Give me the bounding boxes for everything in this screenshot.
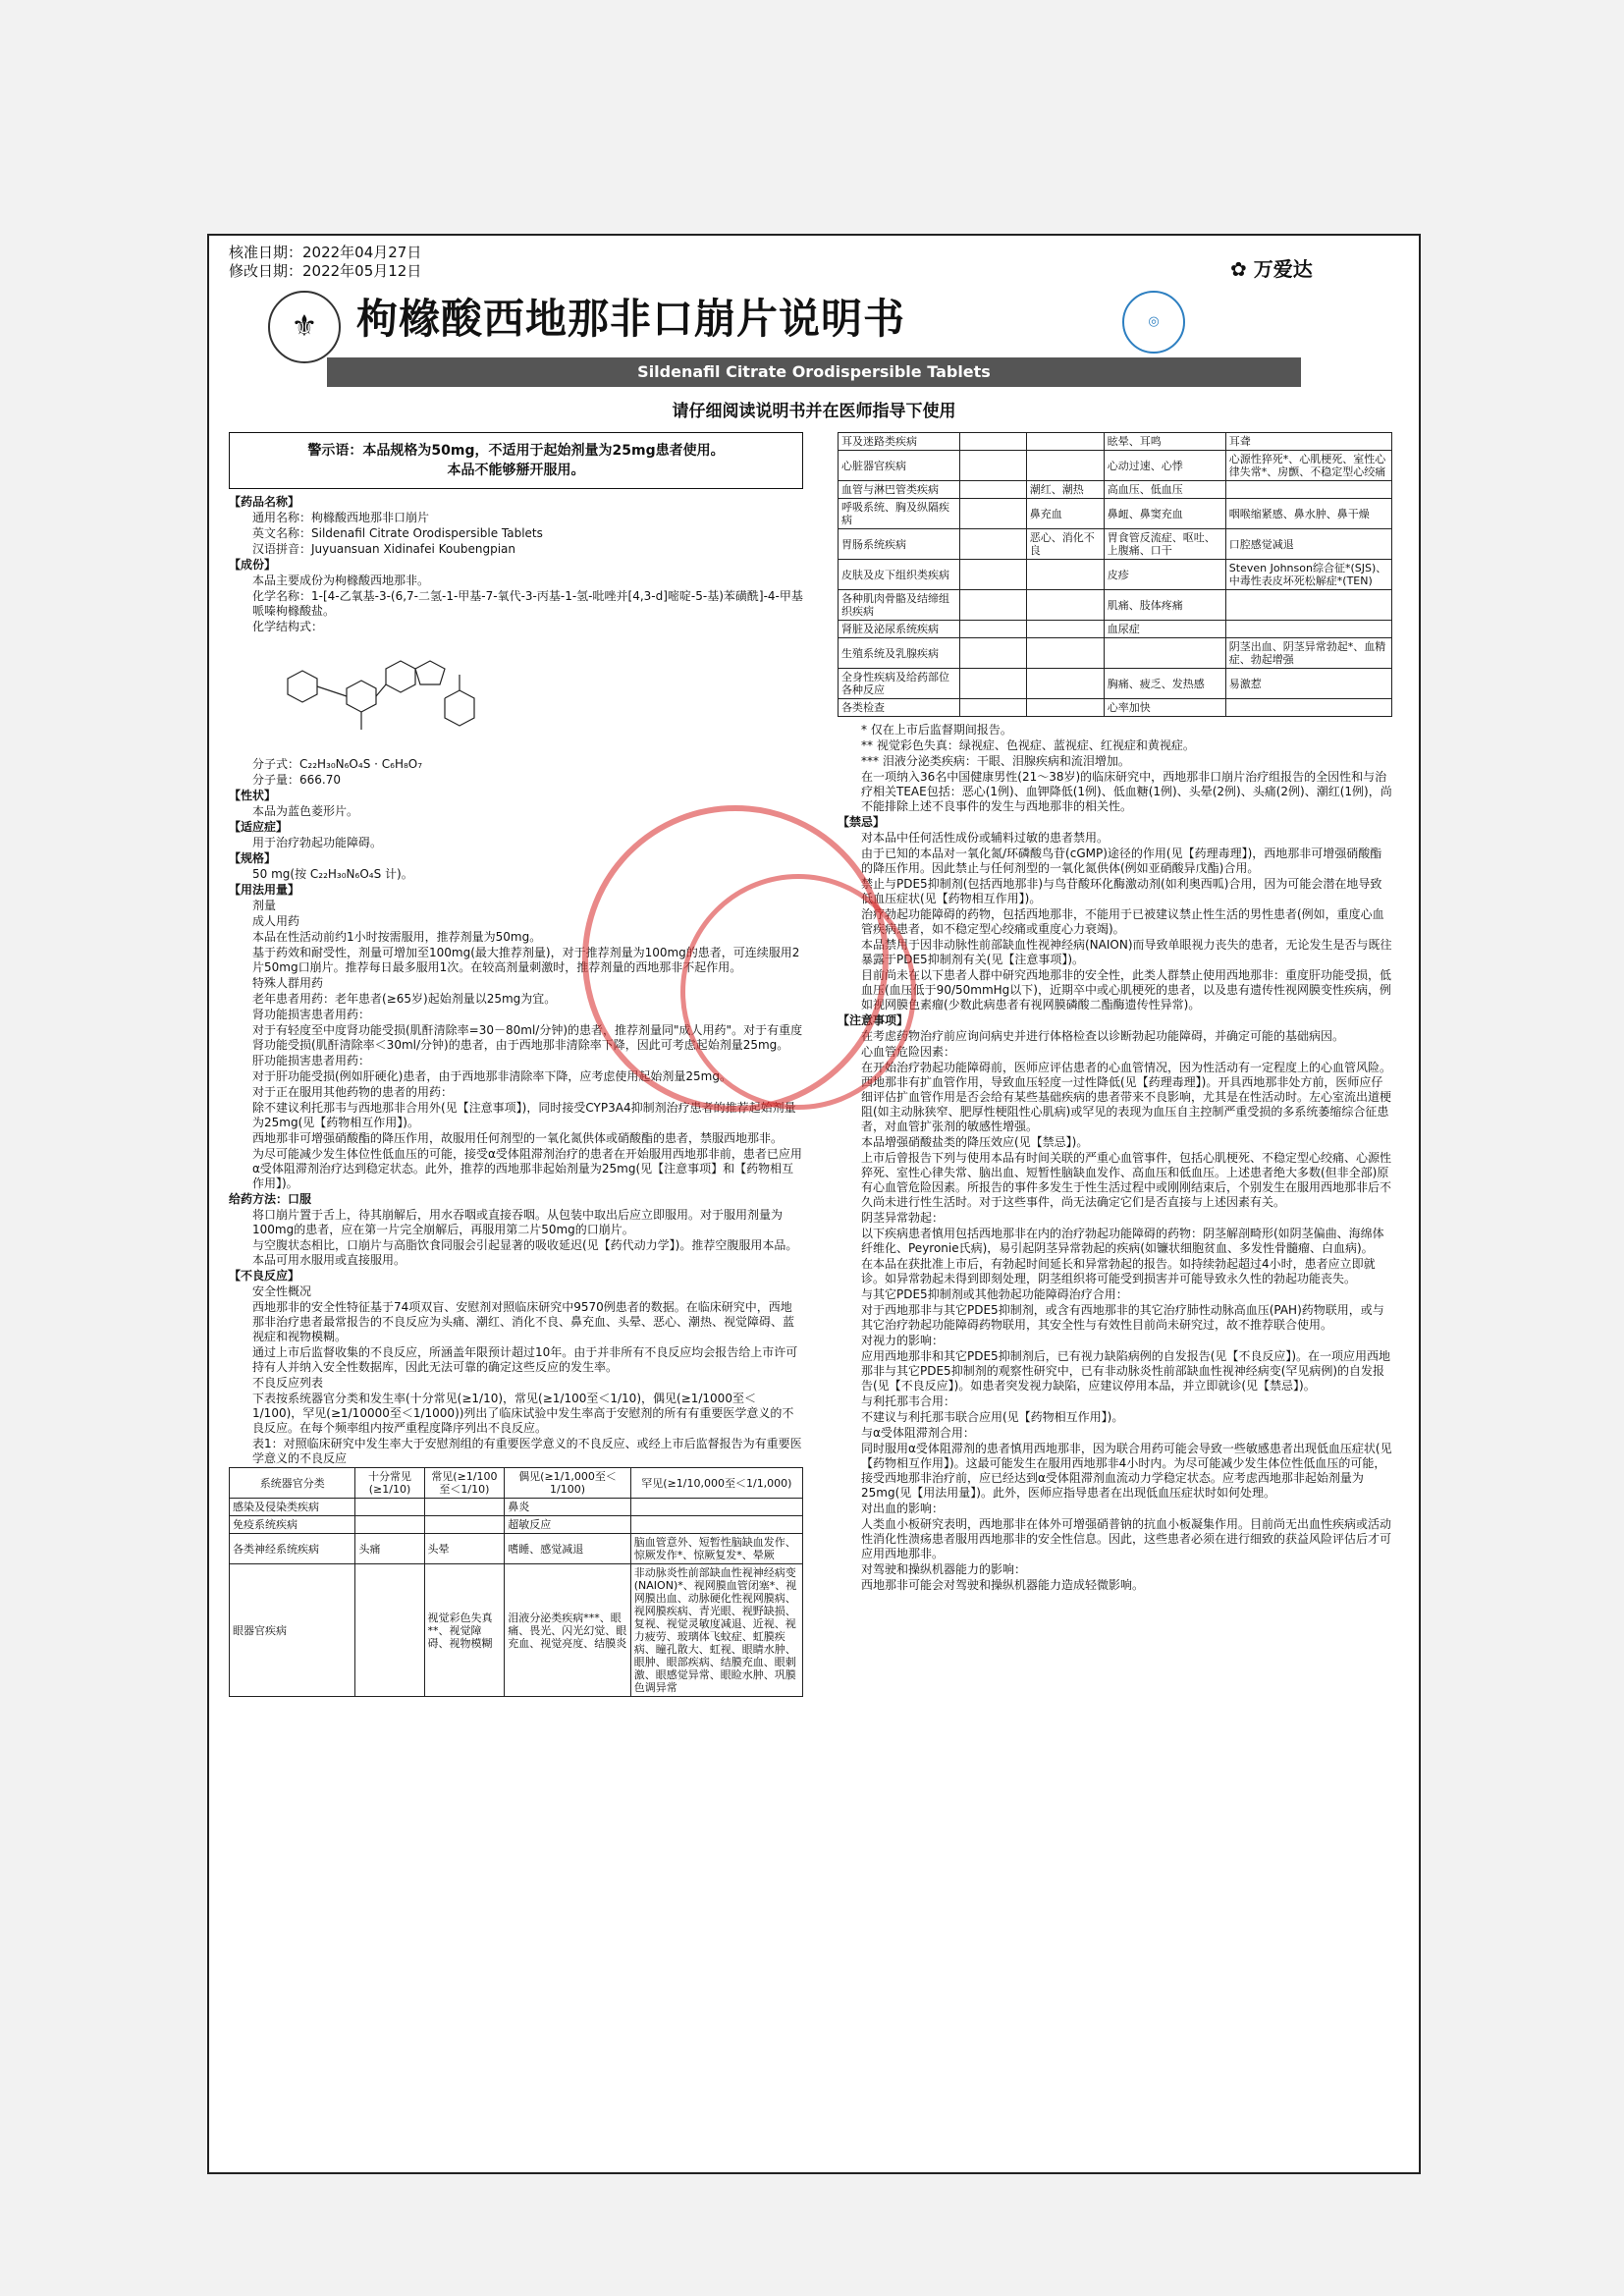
table-cell: 易激惹 [1225, 669, 1391, 699]
text-paragraph: 分子式：C₂₂H₃₀N₆O₄S · C₆H₈O₇ [252, 757, 423, 771]
table-cell [960, 669, 1027, 699]
table-cell [1225, 590, 1391, 621]
table-cell: 心动过速、心悸 [1104, 451, 1225, 481]
table-cell: 眼器官疾病 [230, 1564, 355, 1697]
text-paragraph: 汉语拼音：Juyuansuan Xidinafei Koubengpian [252, 542, 516, 556]
document-title: 枸橼酸西地那非口崩片说明书 [356, 295, 906, 343]
text-paragraph: 不建议与利托那韦联合应用(见【药物相互作用】)。 [861, 1410, 1124, 1424]
text-paragraph: 为尽可能减少发生体位性低血压的可能，接受α受体阻滞剂治疗的患者在开始服用西地那非前，患者已应用α受体阻滞剂治疗达到稳定状态。此外，推荐的西地那非起始剂量为25mg(见【注意事项】和【药物相互作用】)。 [252, 1147, 802, 1190]
brand-name: 万爱达 [1253, 257, 1313, 281]
usage-instruction: 请仔细阅读说明书并在医师指导下使用 [672, 402, 956, 421]
table-header-cell: 常见(≥1/100至＜1/10) [424, 1468, 505, 1499]
table-cell: 泪液分泌类疾病***、眼痛、畏光、闪光幻觉、眼充血、视觉亮度、结膜炎 [505, 1564, 630, 1697]
table-row [839, 621, 1392, 638]
table-cell: 胸痛、疲乏、发热感 [1104, 669, 1225, 699]
text-paragraph: 本品增强硝酸盐类的降压效应(见【禁忌】)。 [861, 1135, 1089, 1149]
text-paragraph: 禁止与PDE5抑制剂(包括西地那非)与鸟苷酸环化酶激动剂(如利奥西呱)合用，因为可能会潜在地导致低血压症状(见【药物相互作用】)。 [861, 877, 1382, 905]
table-cell: 皮疹 [1104, 560, 1225, 590]
text-paragraph: 化学结构式： [252, 620, 324, 633]
table-cell [1026, 560, 1104, 590]
right-text-body [838, 723, 1392, 1593]
table-cell: 脑血管意外、短暂性脑缺血发作、惊厥发作*、惊厥复发*、晕厥 [630, 1534, 802, 1564]
text-paragraph: 50 mg(按 C₂₂H₃₀N₆O₄S 计)。 [252, 867, 413, 881]
table-cell: 感染及侵染类疾病 [230, 1499, 355, 1516]
text-paragraph: 治疗勃起功能障碍的药物，包括西地那非，不能用于已被建议禁止性生活的男性患者(例如，重度心血管疾病患者，如不稳定型心绞痛或重度心力衰竭)。 [861, 907, 1384, 936]
table-cell: 胃肠系统疾病 [839, 529, 960, 560]
table-cell [1104, 638, 1225, 669]
table-cell: 各种肌肉骨骼及结缔组织疾病 [839, 590, 960, 621]
table-cell: 咽喉缩紧感、鼻水肿、鼻干燥 [1225, 499, 1391, 529]
section-heading: 【禁忌】 [838, 815, 886, 829]
text-paragraph: 剂量 [252, 899, 277, 912]
certification-mark-icon: ◎ [1122, 291, 1185, 354]
text-paragraph: 用于治疗勃起功能障碍。 [252, 836, 383, 849]
text-paragraph: 西地那非可增强硝酸酯的降压作用，故服用任何剂型的一氧化氮供体或硝酸酯的患者，禁服西地那非。 [252, 1131, 784, 1145]
section-heading: 【性状】 [229, 789, 277, 802]
adverse-reaction-table [229, 1467, 803, 1697]
right-column [838, 432, 1392, 1594]
table-cell: 耳及迷路类疾病 [839, 433, 960, 451]
text-paragraph: 不良反应列表 [252, 1376, 324, 1390]
text-paragraph: 以下疾病患者慎用包括西地那非在内的治疗勃起功能障碍的药物：阴茎解剖畸形(如阴茎偏曲、海绵体纤维化、Peyronie氏病)，易引起阴茎异常勃起的疾病(如镰状细胞贫血、多发性骨髓瘤、白血病)。 [861, 1227, 1384, 1255]
text-paragraph: 与α受体阻滞剂合用： [861, 1426, 975, 1440]
text-paragraph: 对出血的影响： [861, 1502, 945, 1515]
table-cell [960, 529, 1027, 560]
table-row [839, 499, 1392, 529]
text-paragraph: *** 泪液分泌类疾病：干眼、泪腺疾病和流泪增加。 [861, 754, 1130, 768]
text-paragraph: 在考虑药物治疗前应询问病史并进行体格检查以诊断勃起功能障碍，并确定可能的基础病因。 [861, 1029, 1345, 1043]
text-paragraph: 目前尚未在以下患者人群中研究西地那非的安全性，此类人群禁止使用西地那非：重度肝功能受损，低血压(血压低于90/50mmHg以下)，近期卒中或心肌梗死的患者，以及患有遗传性视网膜变性疾病，例如视网膜色素瘤(少数此病患者有视网膜磷酸二酯酶遗传性异常)。 [861, 968, 1392, 1011]
table-cell [1026, 699, 1104, 717]
table-row [839, 481, 1392, 499]
table-cell [424, 1516, 505, 1534]
table-cell [355, 1564, 424, 1697]
table-cell: 生殖系统及乳腺疾病 [839, 638, 960, 669]
table-cell: 非动脉炎性前部缺血性视神经病变(NAION)*、视网膜血管闭塞*、视网膜出血、动脉硬化性视网膜病、视网膜疾病、青光眼、视野缺损、复视、视觉灵敏度减退、近视、视力疲劳、玻璃体飞蚊症、虹膜疾病、瞳孔散大、虹视、眼睛水肿、眼肿、眼部疾病、结膜充血、眼刺激、眼感觉异常、眼睑水肿、巩膜色调异常 [630, 1564, 802, 1697]
text-paragraph: 表1：对照临床研究中发生率大于安慰剂组的有重要医学意义的不良反应、或经上市后监督报告为有重要医学意义的不良反应 [252, 1437, 802, 1465]
table-cell: 胃食管反流症、呕吐、上腹痛、口干 [1104, 529, 1225, 560]
table-row [230, 1534, 803, 1564]
section-heading: 【不良反应】 [229, 1269, 300, 1283]
text-paragraph: * 仅在上市后监督期间报告。 [861, 723, 1012, 737]
company-seal-logo: ⚜ [268, 291, 341, 363]
table-cell [1026, 590, 1104, 621]
text-paragraph: 基于药效和耐受性，剂量可增加至100mg(最大推荐剂量)，对于推荐剂量为100mg的患者，可连续服用2片50mg口崩片。推荐每日最多服用1次。在较高剂量刺激时，推荐剂量的西地那非不起作用。 [252, 946, 800, 974]
text-paragraph: 通用名称：枸橼酸西地那非口崩片 [252, 511, 430, 524]
text-paragraph: 与空腹状态相比，口崩片与高脂饮食同服会引起显著的吸收延迟(见【药代动力学】)。推荐空腹服用本品。本品可用水服用或直接服用。 [252, 1238, 798, 1267]
text-paragraph: 在开始治疗勃起功能障碍前，医师应评估患者的心血管情况，因为性活动有一定程度上的心血管风险。西地那非有扩血管作用，导致血压轻度一过性降低(见【药理毒理】)。开具西地那非处方前，医师应仔细评估扩血管作用是否会给有某些基础疾病的患者带来不良影响，尤其是在性活动时。左心室流出道梗阻(如主动脉狭窄、肥厚性梗阻性心肌病)或罕见的表现为血压自主控制严重受损的多系统萎缩综合征患者，对血管扩张剂的敏感性增强。 [861, 1061, 1392, 1133]
english-title-banner: Sildenafil Citrate Orodispersible Tablets [327, 357, 1301, 387]
table-cell: 嗜睡、感觉减退 [505, 1534, 630, 1564]
date-info [229, 244, 421, 281]
section-heading: 【注意事项】 [838, 1013, 909, 1027]
table-header-cell: 十分常见(≥1/10) [355, 1468, 424, 1499]
chemical-structure-diagram [258, 639, 494, 749]
text-paragraph: 本品禁用于因非动脉性前部缺血性视神经病(NAION)而导致单眼视力丧失的患者，无论发生是否与既往暴露于PDE5抑制剂有关(见【注意事项】)。 [861, 938, 1392, 966]
table-cell: 血尿症 [1104, 621, 1225, 638]
text-paragraph: 本品在性活动前约1小时按需服用，推荐剂量为50mg。 [252, 930, 542, 944]
table-cell [960, 638, 1027, 669]
section-heading: 【用法用量】 [229, 883, 300, 897]
text-paragraph: 对于西地那非与其它PDE5抑制剂，或含有西地那非的其它治疗肺性动脉高血压(PAH)药物联用，或与其它治疗勃起功能障碍药物联用，其安全性与有效性目前尚未研究过，故不推荐联合使用。 [861, 1303, 1384, 1332]
text-paragraph: 与其它PDE5抑制剂或其他勃起功能障碍治疗合用： [861, 1287, 1128, 1301]
table-cell: 呼吸系统、胸及纵隔疾病 [839, 499, 960, 529]
table-cell: 心源性猝死*、心肌梗死、室性心律失常*、房颤、不稳定型心绞痛 [1225, 451, 1391, 481]
table-cell [1225, 621, 1391, 638]
table-cell [960, 433, 1027, 451]
table-cell [1026, 621, 1104, 638]
text-paragraph: 通过上市后监督收集的不良反应，所涵盖年限预计超过10年。由于并非所有不良反应均会报告给上市许可持有人并纳入安全性数据库，因此无法可靠的确定这些反应的发生率。 [252, 1345, 798, 1374]
text-paragraph: 心血管危险因素： [861, 1045, 956, 1059]
table-cell [960, 499, 1027, 529]
warning-box [229, 432, 803, 489]
section-heading: 给药方法：口服 [229, 1192, 312, 1206]
table-cell: 超敏反应 [505, 1516, 630, 1534]
text-paragraph: 在一项纳入36名中国健康男性(21～38岁)的临床研究中，西地那非口崩片治疗组报告的全因性和与治疗相关TEAE包括：恶心(1例)、血钾降低(1例)、低血糖(1例)、头晕(2例)、头痛(2例)、潮红(1例)，尚不能排除上述不良事件的发生与西地那非的相关性。 [861, 770, 1392, 813]
revise-date: 修改日期：2022年05月12日 [229, 262, 422, 280]
text-paragraph: 成人用药 [252, 914, 300, 928]
section-heading: 【适应症】 [229, 820, 289, 834]
table-row [839, 433, 1392, 451]
table-cell: 免疫系统疾病 [230, 1516, 355, 1534]
table-cell: 肌痛、肢体疼痛 [1104, 590, 1225, 621]
table-header-cell: 偶见(≥1/1,000至＜1/100) [505, 1468, 630, 1499]
text-paragraph: 分子量：666.70 [252, 773, 341, 787]
warning-line-2: 本品不能够掰开服用。 [447, 463, 585, 478]
text-paragraph: 对于有轻度至中度肾功能受损(肌酐清除率=30－80ml/分钟)的患者，推荐剂量同"成人用药"。对于有重度肾功能受损(肌酐清除率＜30ml/分钟)的患者，由于西地那非清除率下降，因此可考虑起始剂量25mg。 [252, 1023, 803, 1052]
table-header-cell: 系统器官分类 [230, 1468, 355, 1499]
approve-date: 核准日期：2022年04月27日 [229, 244, 422, 261]
table-cell [1026, 451, 1104, 481]
table-header-cell: 罕见(≥1/10,000至＜1/1,000) [630, 1468, 802, 1499]
section-heading: 【成份】 [229, 558, 277, 572]
text-paragraph: 上市后曾报告下列与使用本品有时间关联的严重心血管事件，包括心肌梗死、不稳定型心绞痛、心源性猝死、室性心律失常、脑出血、短暂性脑缺血发作、高血压和低血压。上述患者绝大多数(但非全部)原有心血管危险因素。所报告的事件多发生于性生活过程中或刚刚结束后，个别发生在服用西地那非后不久尚未进行性生活时。对于这些事件，尚无法确定它们是否直接与上述因素有关。 [861, 1151, 1392, 1209]
text-paragraph: 对于正在服用其他药物的患者的用药： [252, 1085, 454, 1099]
table-cell: 各类检查 [839, 699, 960, 717]
table-cell [1225, 699, 1391, 717]
text-paragraph: 安全性概况 [252, 1285, 312, 1298]
table-cell: 肾脏及泌尿系统疾病 [839, 621, 960, 638]
table-cell: Steven Johnson综合征*(SJS)、中毒性表皮坏死松解症*(TEN) [1225, 560, 1391, 590]
table-cell: 皮肤及皮下组织类疾病 [839, 560, 960, 590]
table-cell: 口腔感觉减退 [1225, 529, 1391, 560]
table-cell: 鼻炎 [505, 1499, 630, 1516]
table-cell [1026, 638, 1104, 669]
adverse-reaction-table-continued [838, 432, 1392, 717]
table-cell [960, 590, 1027, 621]
table-cell [960, 699, 1027, 717]
text-paragraph: 老年患者用药：老年患者(≥65岁)起始剂量以25mg为宜。 [252, 992, 557, 1006]
brand-logo: ✿ 万爱达 [1230, 257, 1313, 281]
text-paragraph: 在本品在获批准上市后，有勃起时间延长和异常勃起的报告。如持续勃起超过4小时，患者应立即就诊。如异常勃起未得到即刻处理，阴茎组织将可能受到损害并可能导致永久性的勃起功能丧失。 [861, 1257, 1376, 1285]
table-cell [960, 481, 1027, 499]
text-paragraph: 对视力的影响： [861, 1334, 945, 1347]
table-cell [960, 451, 1027, 481]
table-cell: 心脏器官疾病 [839, 451, 960, 481]
table-cell [630, 1499, 802, 1516]
text-paragraph: 特殊人群用药 [252, 976, 324, 990]
text-paragraph: 对于肝功能受损(例如肝硬化)患者，由于西地那非清除率下降，应考虑使用起始剂量25mg。 [252, 1069, 731, 1083]
table-cell: 头痛 [355, 1534, 424, 1564]
text-paragraph: 由于已知的本品对一氧化氮/环磷酸鸟苷(cGMP)途径的作用(见【药理毒理】)，西地那非可增强硝酸酯的降压作用。因此禁止与任何剂型的一氧化氮供体(例如亚硝酸异戊酯)合用。 [861, 847, 1382, 875]
table-cell: 耳聋 [1225, 433, 1391, 451]
text-paragraph: 除不建议利托那韦与西地那非合用外(见【注意事项】)，同时接受CYP3A4抑制剂治疗患者的推荐起始剂量为25mg(见【药物相互作用】)。 [252, 1101, 796, 1129]
section-heading: 【药品名称】 [229, 495, 300, 509]
table-cell [1225, 481, 1391, 499]
table-cell: 心率加快 [1104, 699, 1225, 717]
warning-line-1: 警示语：本品规格为50mg，不适用于起始剂量为25mg患者使用。 [307, 443, 725, 459]
text-paragraph: 人类血小板研究表明，西地那非在体外可增强硝普钠的抗血小板凝集作用。目前尚无出血性疾病或活动性消化性溃疡患者服用西地那非的安全性信息。因此，这些患者必须在进行细致的获益风险评估后才可应用西地那非。 [861, 1517, 1392, 1560]
table-row [230, 1499, 803, 1516]
text-paragraph: 应用西地那非和其它PDE5抑制剂后，已有视力缺陷病例的自发报告(见【不良反应】)。在一项应用西地那非与其它PDE5抑制剂的观察性研究中，已有非动脉炎性前部缺血性视神经病变(罕见病例)的自发报告(见【不良反应】)。如患者突发视力缺陷，应建议停用本品，并立即就诊(见【禁忌】)。 [861, 1349, 1391, 1393]
table-row [839, 638, 1392, 669]
text-paragraph: 阴茎异常勃起： [861, 1211, 945, 1225]
table-row [230, 1516, 803, 1534]
text-paragraph: 本品为蓝色菱形片。 [252, 804, 359, 818]
table-row [839, 451, 1392, 481]
table-row [839, 529, 1392, 560]
table-cell: 头晕 [424, 1534, 505, 1564]
table-cell [1026, 433, 1104, 451]
table-cell: 眩晕、耳鸣 [1104, 433, 1225, 451]
table-cell [960, 560, 1027, 590]
table-cell [355, 1499, 424, 1516]
text-paragraph: 对本品中任何活性成份或辅料过敏的患者禁用。 [861, 831, 1110, 845]
table-row [839, 590, 1392, 621]
table-cell [630, 1516, 802, 1534]
text-paragraph: 同时服用α受体阻滞剂的患者慎用西地那非，因为联合用药可能会导致一些敏感患者出现低血压症状(见【药物相互作用】)。这最可能发生在服用西地那非4小时内。为尽可能减少发生体位性低血压的可能，接受西地那非治疗前，应已经达到α受体阻滞剂血流动力学稳定状态。应考虑西地那非起始剂量为25mg(见【用法用量】)。此外，医师应指导患者在出现低血压症状时如何处理。 [861, 1442, 1392, 1500]
text-paragraph: 化学名称：1-[4-乙氧基-3-(6,7-二氢-1-甲基-7-氧代-3-丙基-1-氢-吡唑并[4,3-d]嘧啶-5-基)苯磺酰]-4-甲基哌嗪枸橼酸盐。 [252, 589, 803, 618]
text-paragraph: 西地那非可能会对驾驶和操纵机器能力造成轻微影响。 [861, 1578, 1145, 1592]
table-cell: 鼻衄、鼻窦充血 [1104, 499, 1225, 529]
text-paragraph: 对驾驶和操纵机器能力的影响： [861, 1562, 1027, 1576]
text-paragraph: 肾功能损害患者用药： [252, 1008, 371, 1021]
table-row [839, 560, 1392, 590]
text-paragraph: ** 视觉彩色失真：绿视症、色视症、蓝视症、红视症和黄视症。 [861, 738, 1195, 752]
table-cell: 鼻充血 [1026, 499, 1104, 529]
table-cell: 阴茎出血、阴茎异常勃起*、血精症、勃起增强 [1225, 638, 1391, 669]
table-row [839, 669, 1392, 699]
text-paragraph: 西地那非的安全性特征基于74项双盲、安慰剂对照临床研究中9570例患者的数据。在临床研究中，西地那非治疗患者最常报告的不良反应为头痛、潮红、消化不良、鼻充血、头晕、恶心、潮热、视觉障碍、蓝视症和视物模糊。 [252, 1300, 795, 1343]
table-cell [424, 1499, 505, 1516]
table-cell: 潮红、潮热 [1026, 481, 1104, 499]
table-cell: 血管与淋巴管类疾病 [839, 481, 960, 499]
table-cell [355, 1516, 424, 1534]
company-stamp [680, 874, 916, 1110]
text-paragraph: 肝功能损害患者用药： [252, 1054, 371, 1067]
table-cell: 恶心、消化不良 [1026, 529, 1104, 560]
text-paragraph: 与利托那韦合用： [861, 1394, 956, 1408]
table-row [839, 699, 1392, 717]
table-cell: 各类神经系统疾病 [230, 1534, 355, 1564]
table-cell: 高血压、低血压 [1104, 481, 1225, 499]
table-cell: 全身性疾病及给药部位各种反应 [839, 669, 960, 699]
text-paragraph: 将口崩片置于舌上，待其崩解后，用水吞咽或直接吞咽。从包装中取出后应立即服用。对于服用剂量为100mg的患者，应在第一片完全崩解后，再服用第二片50mg的口崩片。 [252, 1208, 784, 1236]
text-paragraph: 下表按系统器官分类和发生率(十分常见(≥1/10)，常见(≥1/100至＜1/10)，偶见(≥1/1000至＜1/100)，罕见(≥1/10000至＜1/1000))列出了临床试验中发生率高于安慰剂的所有有重要医学意义的不良反应。在每个频率组内按严重程度降序列出不良反应。 [252, 1392, 794, 1435]
table-row [230, 1564, 803, 1697]
leaflet-page [207, 234, 1421, 2174]
text-paragraph: 英文名称：Sildenafil Citrate Orodispersible Tablets [252, 526, 543, 540]
table-header-row [230, 1468, 803, 1499]
section-heading: 【规格】 [229, 851, 277, 865]
table-cell [1026, 669, 1104, 699]
text-paragraph: 本品主要成份为枸橼酸西地那非。 [252, 574, 430, 587]
table-cell: 视觉彩色失真**、视觉障碍、视物模糊 [424, 1564, 505, 1697]
table-cell [960, 621, 1027, 638]
